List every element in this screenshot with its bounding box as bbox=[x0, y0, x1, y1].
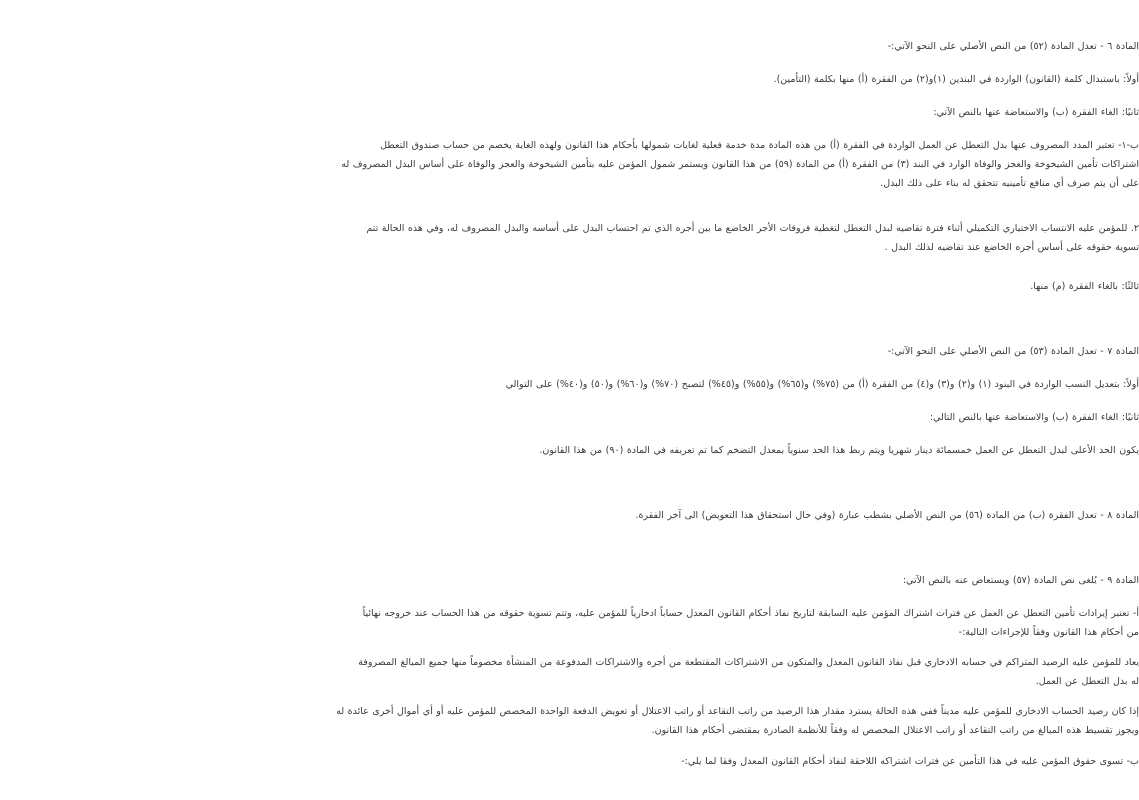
article-6-paragraph-b2 bbox=[11, 219, 1139, 257]
article-9-refund-paragraph bbox=[11, 653, 1139, 691]
article-9-debtor-paragraph bbox=[11, 702, 1139, 740]
article-7-second-clause: ثانيًا: الغاء الفقرة (ب) والاستعاضة عنها بالنص التالي: bbox=[929, 412, 1139, 423]
paragraph-line: اشتراكات تأمين الشيخوخة والعجز والوفاة الوارد في البند (٣) من الفقرة (أ) من المادة (٥٩) من هذا القانون ويستمر شمول المؤمن عليه بتأمين الشيخوخة والعجز والوفاة على أساس البدل المصروف له bbox=[341, 159, 1139, 170]
article-7-heading: المادة ٧ - تعدل المادة (٥٣) من النص الأصلي على النحو الآتي:- bbox=[887, 346, 1139, 357]
article-7-text: يكون الحد الأعلى لبدل التعطل عن العمل خمسمائة دينار شهريا ويتم ربط هذا الحد سنوياً بمعدل التضخم كما تم تعريفه في المادة (٩٠) من هذا القانون. bbox=[539, 445, 1139, 456]
paragraph-line: ٢. للمؤمن عليه الانتساب الاختياري التكميلي أثناء فترة تقاضيه لبدل التعطل لتغطية فروقات الأجر الخاضع ما بين أجره الذي تم احتساب البدل على أساسه والبدل المصروف له، وفي هذه الحالة تتم bbox=[366, 223, 1139, 234]
article-6-second-clause: ثانيًا: الغاء الفقرة (ب) والاستعاضة عنها بالنص الآتي: bbox=[933, 107, 1139, 118]
article-8-heading: المادة ٨ - تعدل الفقرة (ب) من المادة (٥٦) من النص الأصلي بشطب عبارة (وفي حال استحقاق هذا التعويض) الى آخر الفقرة. bbox=[635, 510, 1139, 521]
article-6-third-clause: ثالثًا: بالغاء الفقرة (م) منها. bbox=[1030, 281, 1139, 292]
article-6-heading: المادة ٦ - تعدل المادة (٥٢) من النص الأصلي على النحو الآتي:- bbox=[887, 41, 1139, 52]
paragraph-line: أ- تعتبر إيرادات تأمين التعطل عن العمل عن فترات اشتراك المؤمن عليه السابقة لتاريخ نفاذ أحكام القانون المعدل حساباً ادخارياً للمؤمن عليه، وتتم تسوية حقوقه من هذا الحساب عند خروجه نهائياً bbox=[362, 608, 1139, 619]
article-7-first-clause: أولاً: بتعديل النسب الواردة في البنود (١) و(٢) و(٣) و(٤) من الفقرة (أ) من (٧٥%) و(٦٥%) و(٥٥%) و(٤٥%) لتصبح (٧٠%) و(٦٠%) و(٥٠) و(٤٠%) على التوالي bbox=[505, 379, 1139, 390]
article-9-heading: المادة ٩ - يُلغى نص المادة (٥٧) ويستعاض عنه بالنص الآتي: bbox=[902, 575, 1139, 586]
paragraph-line: إذا كان رصيد الحساب الادخاري للمؤمن عليه مديناً ففي هذه الحالة يسترد مقدار هذا الرصيد من راتب التقاعد أو راتب الاعتلال أو تعويض الدفعة الواحدة المخصص للمؤمن عليه أو أي أموال أخرى عائدة له bbox=[336, 706, 1139, 717]
article-9-paragraph-a bbox=[11, 604, 1139, 642]
article-9-paragraph-b: ب- تسوى حقوق المؤمن عليه في هذا التأمين عن فترات اشتراكه اللاحقة لنفاذ أحكام القانون المعدل وفقا لما يلي:- bbox=[681, 756, 1139, 767]
article-6-paragraph-b1 bbox=[11, 136, 1139, 193]
article-6-first-clause: أولاً: باستبدال كلمة (القانون) الواردة في البندين (١)و(٢) من الفقرة (أ) منها بكلمة (التأمين). bbox=[773, 74, 1139, 85]
paragraph-line: له بدل التعطل عن العمل. bbox=[1035, 676, 1139, 687]
paragraph-line: يعاد للمؤمن عليه الرصيد المتراكم في حسابه الادخاري قبل نفاذ القانون المعدل والمتكون من الاشتراكات المقتطعة من أجره والاشتراكات المدفوعة من المنشأة مخصوماً منها جميع المبالغ المصروفة bbox=[358, 657, 1139, 668]
paragraph-line: على أن يتم صرف أي منافع تأمينيه تتحقق له بناء على ذلك البدل. bbox=[880, 178, 1139, 189]
paragraph-line: تسوية حقوقه على أساس أجره الخاضع عند تقاضيه لذلك البدل . bbox=[884, 242, 1139, 253]
paragraph-line: ب-١- تعتبر المدد المصروف عنها بدل التعطل عن العمل الواردة في الفقرة (أ) من هذه المادة مدة خدمة فعلية لغايات شمولها بأحكام هذا القانون ولهذه الغاية يخصم من حساب صندوق التعطل bbox=[380, 140, 1139, 151]
paragraph-line: من أحكام هذا القانون وفقاً للإجراءات التالية:- bbox=[958, 627, 1139, 638]
paragraph-line: ويجوز تقسيط هذه المبالغ من راتب التقاعد أو راتب الاعتلال المخصص له وفقاً للأنظمة الصادرة بمقتضى أحكام هذا القانون. bbox=[651, 725, 1139, 736]
